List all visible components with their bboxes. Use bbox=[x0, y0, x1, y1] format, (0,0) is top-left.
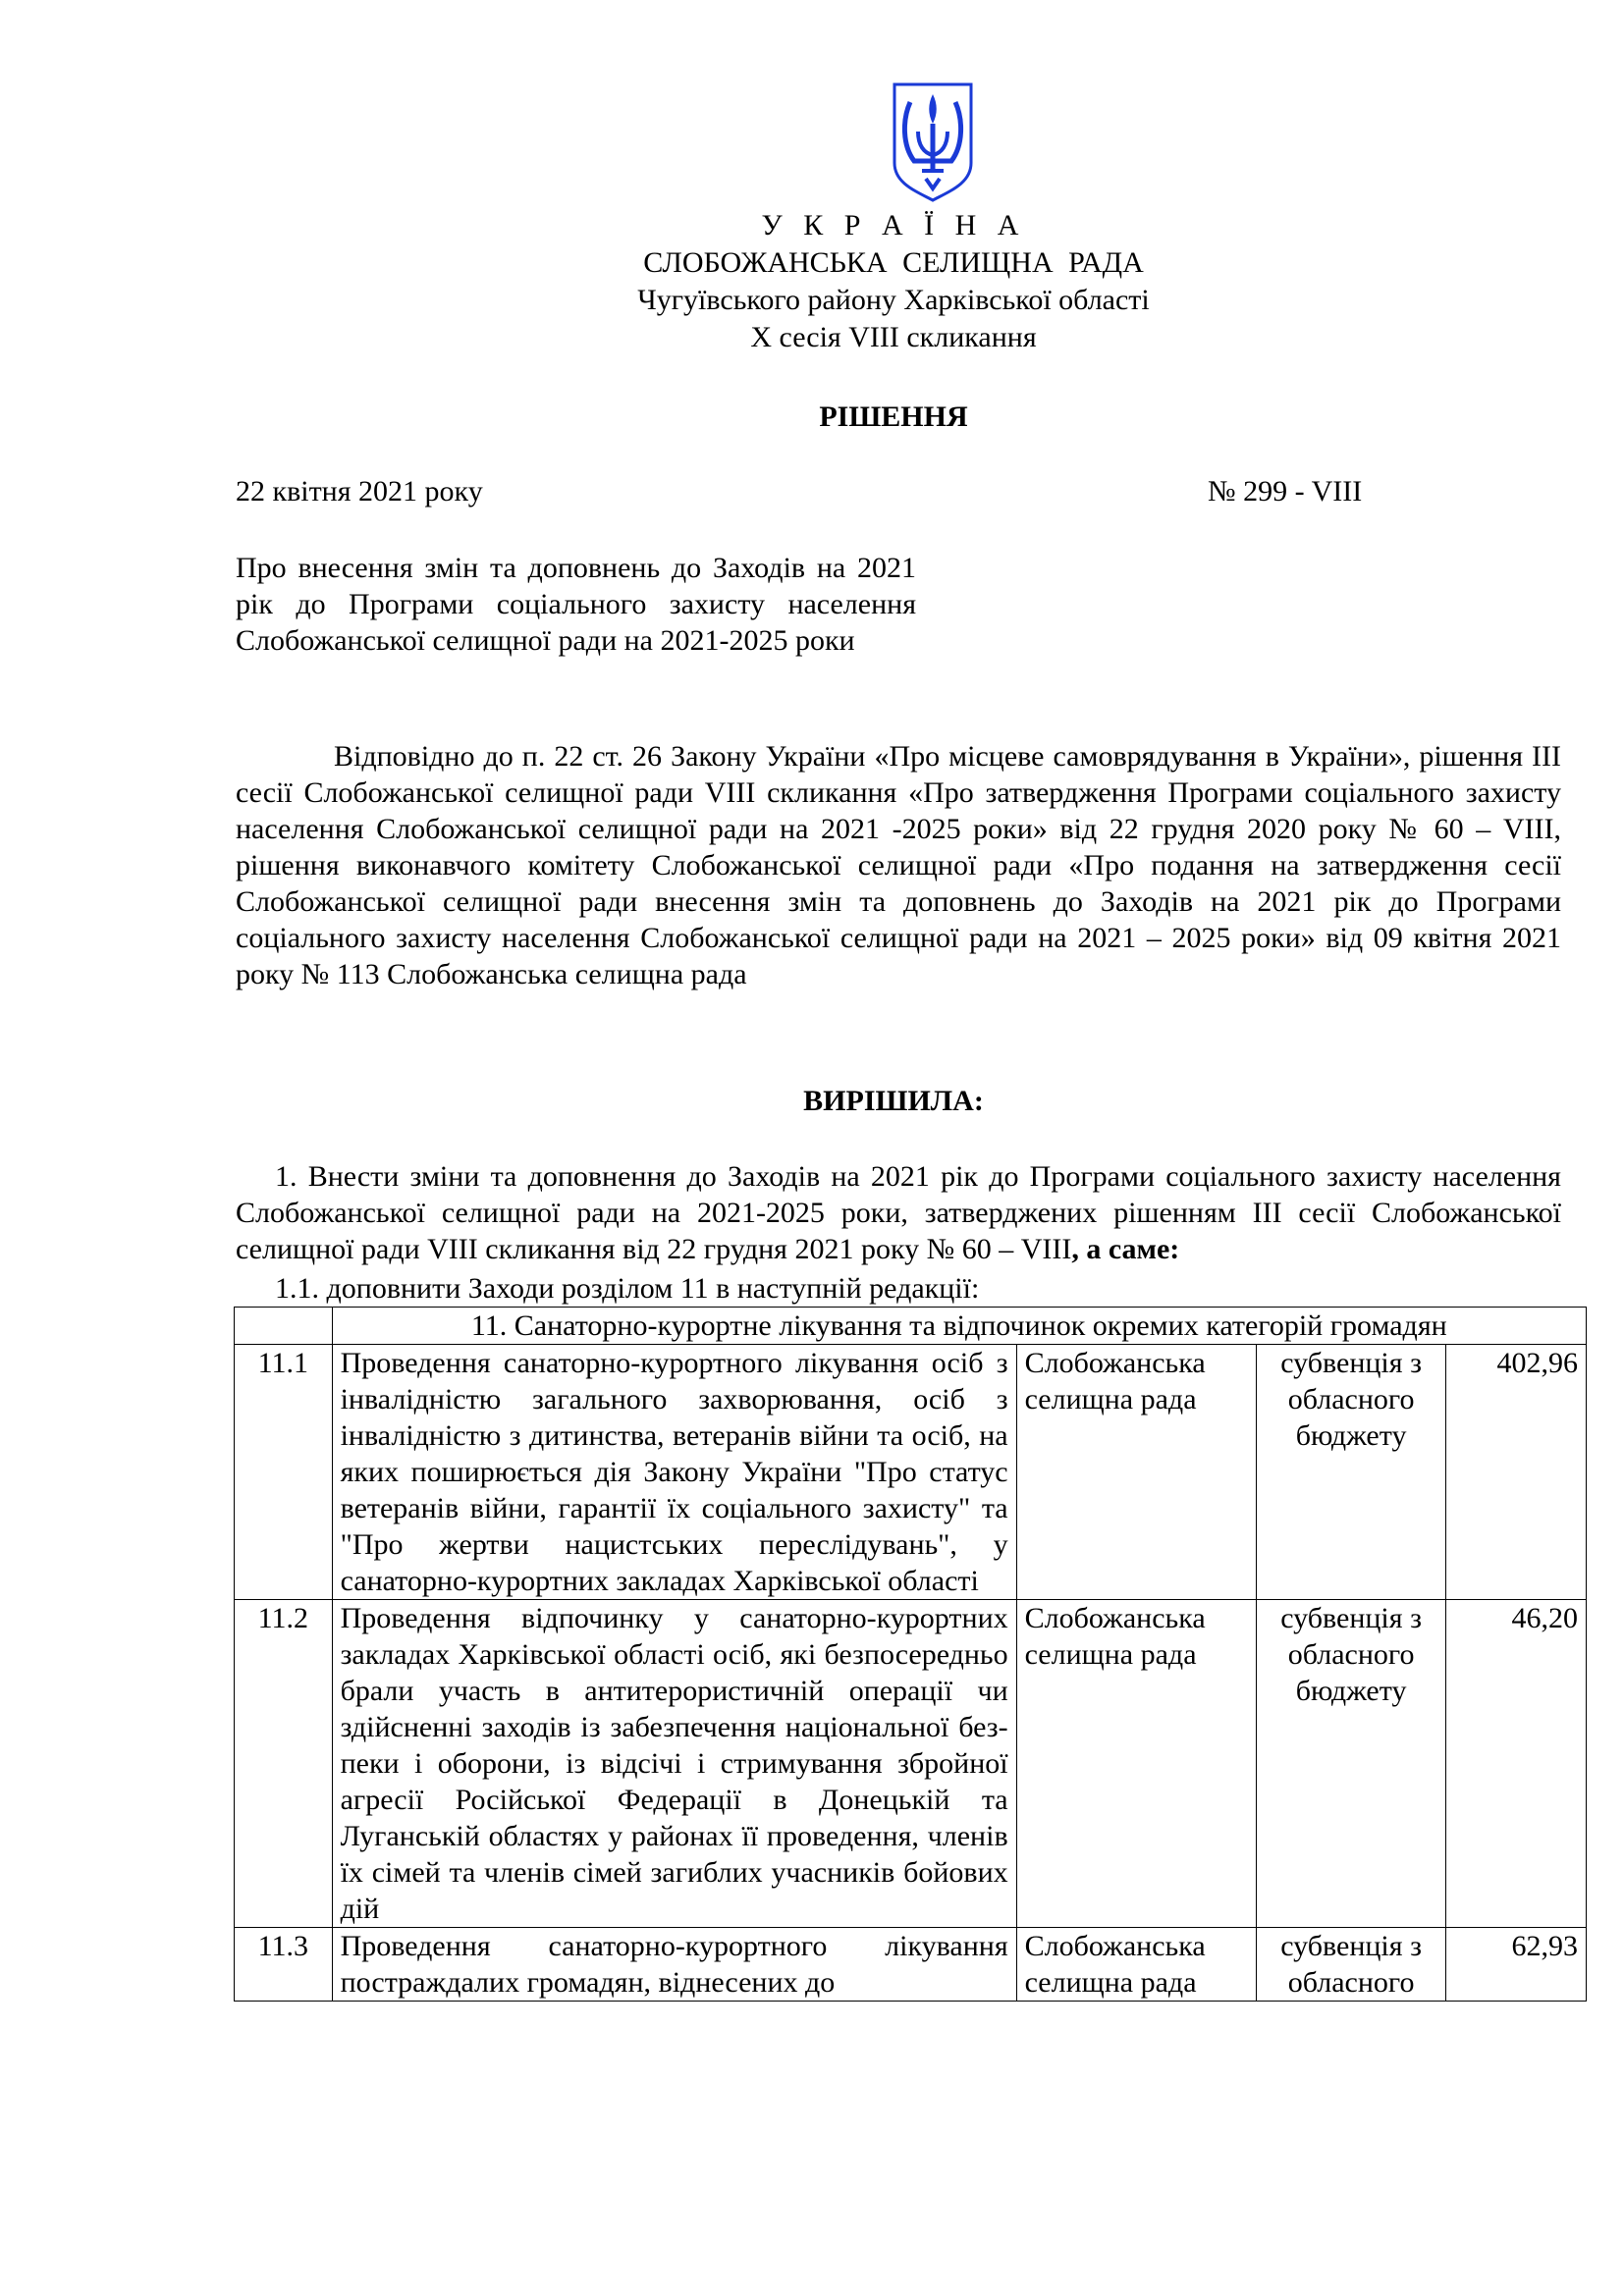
table-row bbox=[235, 1928, 1587, 2002]
table-cell-empty bbox=[235, 1308, 333, 1345]
coat-of-arms-icon bbox=[889, 80, 977, 203]
item-1-tail: , а саме: bbox=[1071, 1233, 1180, 1265]
row-amount: 62,93 bbox=[1446, 1928, 1587, 2002]
row-amount: 46,20 bbox=[1446, 1600, 1587, 1928]
session-info: X сесія VIII скликання bbox=[750, 321, 1037, 353]
row-executor: Слобожанська селищна рада bbox=[1016, 1928, 1256, 2002]
row-number: 11.1 bbox=[235, 1345, 333, 1600]
table-row bbox=[235, 1345, 1587, 1600]
row-funding-source: субвенція з обласного бюджету bbox=[1257, 1345, 1446, 1600]
district-name: Чугуївського району Харківської області bbox=[637, 284, 1150, 316]
row-executor: Слобожанська селищна рада bbox=[1016, 1345, 1256, 1600]
row-measure: Проведення відпочинку у санаторно-курортних закладах Харківської області осіб, які безпосередньо брали участь в антитерористичній операції чи здійсненні заходів із забезпечення національної без-пеки і оборони, із відсічі і стримування збройної агресії Російської Федерації в Донецькій та Луганській областях у районах її проведення, членів їх сімей та членів сімей загиблих учасників бойових дій bbox=[332, 1600, 1016, 1928]
table-section-row bbox=[235, 1308, 1587, 1345]
row-measure: Проведення санаторно-курортного лікування осіб з інвалідністю загального захворювання, осіб з інвалідністю з дитинства, ветеранів війни та осіб, на яких поширюється дія Закону України "Про статус ветеранів війни, гарантії їх соціального захисту" та "Про жертви нацистських переслідувань", у санаторно-курортних закладах Харківської області bbox=[332, 1345, 1016, 1600]
decision-subject: Про внесення змін та доповнень до Заходів на 2021 рік до Програми соціального захисту населення Слобожанської селищної ради на 2021-2025 роки bbox=[236, 552, 916, 657]
document-title: РІШЕННЯ bbox=[819, 400, 968, 433]
table-section-title: 11. Санаторно-курортне лікування та відпочинок окремих категорій громадян bbox=[332, 1308, 1586, 1345]
row-measure: Проведення санаторно-курортного лікування постраждалих громадян, віднесених до bbox=[332, 1928, 1016, 2002]
row-number: 11.3 bbox=[235, 1928, 333, 2002]
row-executor: Слобожанська селищна рада bbox=[1016, 1600, 1256, 1928]
item-1-1-paragraph: 1.1. доповнити Заходи розділом 11 в наступній редакції: bbox=[275, 1272, 980, 1305]
measures-table bbox=[234, 1307, 1587, 2002]
item-1-paragraph bbox=[236, 1158, 1561, 1267]
country-heading: У К Р А Ї Н А bbox=[761, 209, 1026, 241]
resolved-heading: ВИРІШИЛА: bbox=[803, 1085, 984, 1117]
row-funding-source: субвенція з обласного бюджету bbox=[1257, 1600, 1446, 1928]
row-amount: 402,96 bbox=[1446, 1345, 1587, 1600]
table-row bbox=[235, 1600, 1587, 1928]
decision-number: № 299 - VIII bbox=[1208, 475, 1363, 507]
item-1-text: 1. Внести зміни та доповнення до Заходів на 2021 рік до Програми соціального захисту населення Слобожанської селищної ради на 2021-2025 роки, затверджених рішенням ІІІ сесії Слобожанської селищної ради VIII скликання від 22 грудня 2021 року № 60 – VIII bbox=[236, 1160, 1561, 1265]
row-number: 11.2 bbox=[235, 1600, 333, 1928]
decision-date: 22 квітня 2021 року bbox=[236, 475, 483, 507]
row-funding-source: субвенція з обласного bbox=[1257, 1928, 1446, 2002]
preamble-paragraph: Відповідно до п. 22 ст. 26 Закону України «Про місцеве самоврядування в України», рішення ІІІ сесії Слобожанської селищної ради VIII скликання «Про затвердження Програми соціального захисту населення Слобожанської селищної ради на 2021 -2025 роки» від 22 грудня 2020 року № 60 – VIII, рішення виконавчого комітету Слобожанської селищної ради «Про подання на затвердження сесії Слобожанської селищної ради внесення змін та доповнень до Заходів на 2021 рік до Програми соціального захисту населення Слобожанської селищної ради на 2021 – 2025 роки» від 09 квітня 2021 року № 113 Слобожанська селищна рада bbox=[236, 740, 1561, 990]
council-name: СЛОБОЖАНСЬКА СЕЛИЩНА РАДА bbox=[643, 246, 1144, 279]
